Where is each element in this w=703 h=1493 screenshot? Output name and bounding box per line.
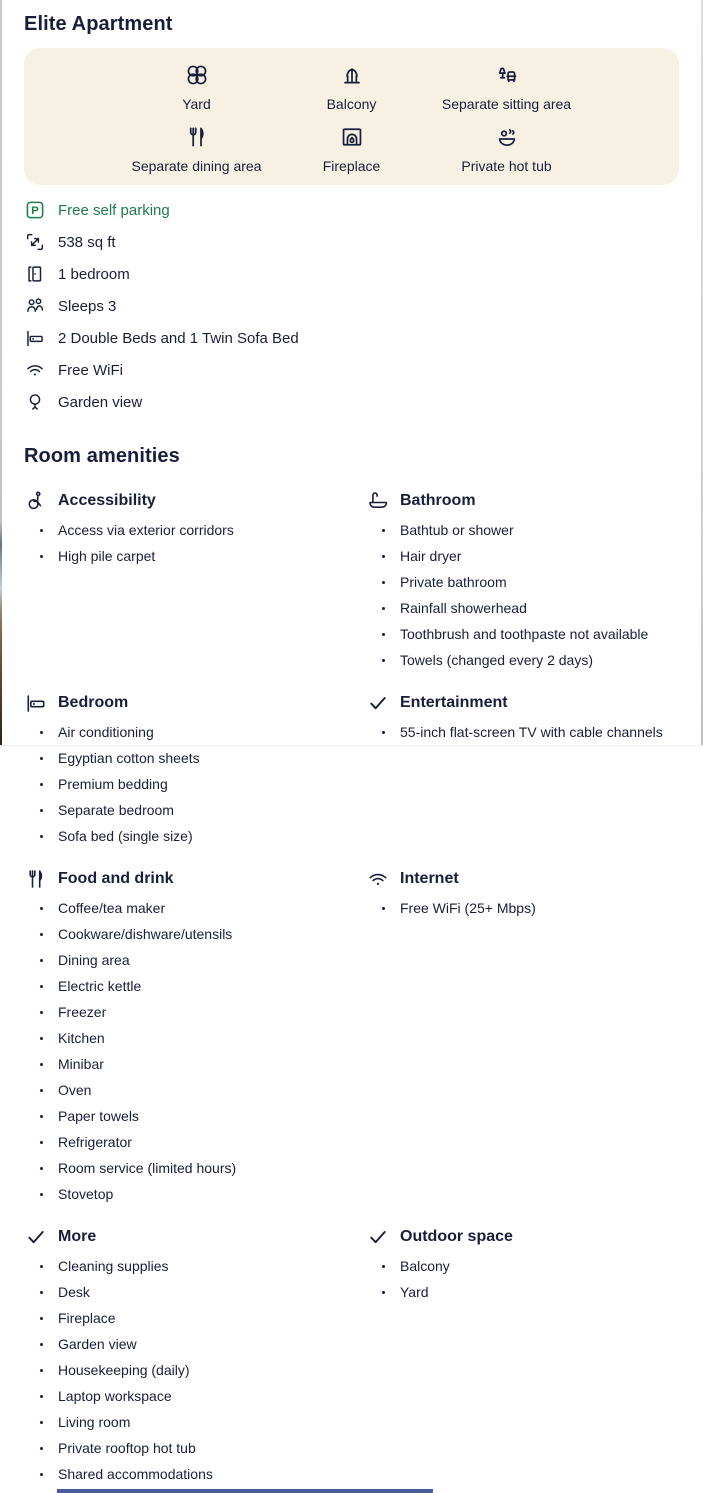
amenity-item (366, 647, 679, 673)
amenity-category (366, 691, 679, 745)
amenity-item (24, 1383, 366, 1409)
amenity-item (366, 517, 679, 543)
featured-amenity (429, 62, 584, 114)
amenity-item-label: Room service (limited hours) (58, 1160, 237, 1176)
amenity-item (24, 1129, 366, 1155)
bullet-dot (40, 933, 43, 936)
amenity-category (366, 867, 679, 921)
bullet-dot (382, 555, 385, 558)
amenity-item-label: Yard (400, 1284, 429, 1300)
bed-icon (24, 691, 48, 715)
featured-amenity (274, 124, 429, 176)
fact-label: Sleeps 3 (58, 297, 117, 315)
bullet-dot (40, 1193, 43, 1196)
featured-amenity-label: Private hot tub (461, 158, 552, 174)
amenity-item-label: Separate bedroom (58, 802, 174, 818)
amenity-item-label: Housekeeping (daily) (58, 1362, 190, 1378)
amenity-item (24, 1305, 366, 1331)
bullet-dot (40, 835, 43, 838)
amenity-category (24, 1225, 366, 1487)
amenity-item (24, 1409, 366, 1435)
bullet-dot (40, 757, 43, 760)
amenity-item (24, 947, 366, 973)
category-header (366, 691, 679, 715)
fact-row (24, 386, 679, 418)
amenity-item-label: Balcony (400, 1258, 450, 1274)
category-items (366, 517, 679, 673)
category-title: Accessibility (58, 492, 156, 509)
tree-icon (24, 391, 46, 413)
amenity-item-label: Egyptian cotton sheets (58, 750, 200, 766)
background-page-left-edge (0, 0, 2, 745)
amenity-item-label: Laptop workspace (58, 1388, 172, 1404)
category-title: Bathroom (400, 492, 476, 509)
bullet-dot (40, 1141, 43, 1144)
featured-amenity (274, 62, 429, 114)
amenity-item (366, 569, 679, 595)
bullet-dot (40, 1473, 43, 1476)
bullet-dot (40, 1167, 43, 1170)
bullet-dot (40, 1011, 43, 1014)
amenity-item-label: Sofa bed (single size) (58, 828, 193, 844)
fact-row (24, 226, 679, 258)
check-icon (366, 691, 390, 715)
balcony-icon (339, 62, 365, 88)
category-title: Outdoor space (400, 1228, 513, 1245)
fact-label: 538 sq ft (58, 233, 116, 251)
amenity-item (24, 1025, 366, 1051)
amenity-item-label: Refrigerator (58, 1134, 132, 1150)
amenity-item-label: Toothbrush and toothpaste not available (400, 626, 649, 642)
amenity-category (366, 1225, 679, 1305)
bed-icon (24, 327, 46, 349)
amenity-item-label: Private rooftop hot tub (58, 1440, 196, 1456)
amenity-item (366, 1279, 679, 1305)
dining-icon (24, 867, 48, 891)
amenity-item (24, 1435, 366, 1461)
featured-amenity-label: Fireplace (322, 158, 381, 174)
amenity-item (24, 1461, 366, 1487)
category-title: More (58, 1228, 97, 1245)
fact-row (24, 322, 679, 354)
amenity-item-label: Kitchen (58, 1030, 105, 1046)
amenity-item-label: Access via exterior corridors (58, 522, 234, 538)
amenity-item-label: Air conditioning (58, 724, 154, 740)
category-header (366, 489, 679, 513)
amenity-category (24, 489, 366, 569)
featured-amenity (429, 124, 584, 176)
floor-plan-icon (24, 231, 46, 253)
amenity-item-label: Hair dryer (400, 548, 462, 564)
category-header (366, 867, 679, 891)
featured-amenity (119, 62, 274, 114)
amenity-item-label: 55-inch flat-screen TV with cable channels (400, 724, 663, 740)
category-items (366, 1253, 679, 1305)
bullet-dot (40, 1369, 43, 1372)
bullet-dot (40, 731, 43, 734)
yard-icon (184, 62, 210, 88)
amenity-item-label: Towels (changed every 2 days) (400, 652, 593, 668)
amenity-item-label: Coffee/tea maker (58, 900, 166, 916)
amenity-item-label: Paper towels (58, 1108, 139, 1124)
amenity-item-label: Shared accommodations (58, 1466, 213, 1482)
amenity-item-label: High pile carpet (58, 548, 156, 564)
amenity-item (24, 823, 366, 849)
amenity-item-label: Minibar (58, 1056, 104, 1072)
amenity-item-label: Electric kettle (58, 978, 142, 994)
bullet-dot (382, 659, 385, 662)
featured-amenity-label: Separate dining area (131, 158, 262, 174)
amenity-item (24, 1181, 366, 1207)
featured-amenity-label: Separate sitting area (441, 96, 572, 112)
bullet-dot (40, 907, 43, 910)
category-items (366, 719, 679, 745)
amenity-item (24, 543, 366, 569)
bullet-dot (382, 1265, 385, 1268)
amenity-item-label: Living room (58, 1414, 131, 1430)
key-facts-list (24, 194, 679, 418)
amenity-item (24, 745, 366, 771)
fireplace-icon (339, 124, 365, 150)
fact-row (24, 354, 679, 386)
amenity-item-label: Oven (58, 1082, 92, 1098)
bullet-dot (40, 1395, 43, 1398)
bullet-dot (40, 1447, 43, 1450)
amenity-item (366, 543, 679, 569)
amenity-item (366, 595, 679, 621)
category-items (24, 719, 366, 849)
amenity-item (24, 973, 366, 999)
amenity-item (24, 895, 366, 921)
amenity-item (24, 1155, 366, 1181)
bullet-dot (40, 555, 43, 558)
people-icon (24, 295, 46, 317)
category-title: Internet (400, 870, 459, 887)
amenity-item (24, 1103, 366, 1129)
featured-amenity (119, 124, 274, 176)
category-title: Bedroom (58, 694, 129, 711)
bullet-dot (40, 985, 43, 988)
amenity-item-label: Dining area (58, 952, 130, 968)
amenity-item-label: Desk (58, 1284, 90, 1300)
amenity-item (24, 921, 366, 947)
amenity-item-label: Private bathroom (400, 574, 507, 590)
amenity-item-label: Freezer (58, 1004, 107, 1020)
bullet-dot (40, 959, 43, 962)
bullet-dot (40, 1037, 43, 1040)
amenity-item (24, 1279, 366, 1305)
svg-text:P: P (31, 204, 39, 217)
fact-label: Garden view (58, 393, 143, 411)
category-title: Entertainment (400, 694, 508, 711)
category-items (24, 517, 366, 569)
check-icon (366, 1225, 390, 1249)
featured-amenity-label: Balcony (326, 96, 377, 112)
amenity-item (24, 517, 366, 543)
amenity-item (24, 1077, 366, 1103)
amenity-item (24, 719, 366, 745)
category-header (24, 867, 366, 891)
bullet-dot (40, 809, 43, 812)
category-header (366, 1225, 679, 1249)
amenity-item (24, 1051, 366, 1077)
fact-label: 1 bedroom (58, 265, 130, 283)
door-icon (24, 263, 46, 285)
category-header (24, 1225, 366, 1249)
fact-label: Free self parking (58, 201, 170, 219)
room-amenities-title: Room amenities (24, 445, 180, 467)
bullet-dot (382, 1291, 385, 1294)
dining-icon (184, 124, 210, 150)
bullet-dot (40, 1291, 43, 1294)
bullet-dot (40, 1115, 43, 1118)
parking-icon (24, 199, 46, 221)
amenity-item-label: Cleaning supplies (58, 1258, 169, 1274)
amenity-item-label: Fireplace (58, 1310, 116, 1326)
amenity-item-label: Cookware/dishware/utensils (58, 926, 233, 942)
page-title: Elite Apartment (24, 13, 173, 35)
category-title: Food and drink (58, 870, 174, 887)
fact-label: 2 Double Beds and 1 Twin Sofa Bed (58, 329, 299, 347)
category-items (24, 1253, 366, 1487)
wifi-icon (24, 359, 46, 381)
category-items (366, 895, 679, 921)
amenity-category (24, 691, 366, 849)
bullet-dot (40, 1317, 43, 1320)
fact-label: Free WiFi (58, 361, 123, 379)
bullet-dot (382, 633, 385, 636)
amenity-item (24, 1357, 366, 1383)
category-items (24, 895, 366, 1207)
check-icon (24, 1225, 48, 1249)
bullet-dot (40, 1421, 43, 1424)
bullet-dot (382, 731, 385, 734)
category-header (24, 691, 366, 715)
amenity-item-label: Free WiFi (25+ Mbps) (400, 900, 536, 916)
bullet-dot (40, 783, 43, 786)
wifi-icon (366, 867, 390, 891)
amenity-item (366, 1253, 679, 1279)
amenity-category (24, 867, 366, 1207)
sitting-area-icon (494, 62, 520, 88)
category-header (24, 489, 366, 513)
amenity-item (24, 1253, 366, 1279)
hot-tub-icon (494, 124, 520, 150)
amenity-item-label: Rainfall showerhead (400, 600, 527, 616)
bullet-dot (40, 1265, 43, 1268)
fact-row (24, 194, 679, 226)
amenity-item (24, 797, 366, 823)
fact-row (24, 258, 679, 290)
amenity-item (24, 1331, 366, 1357)
amenity-item-label: Stovetop (58, 1186, 114, 1202)
bullet-dot (40, 1089, 43, 1092)
amenity-item (366, 895, 679, 921)
bullet-dot (382, 529, 385, 532)
amenity-item-label: Garden view (58, 1336, 137, 1352)
partially-visible-background-element (57, 1489, 433, 1493)
bullet-dot (382, 907, 385, 910)
accessibility-icon (24, 489, 48, 513)
amenities-grid (24, 489, 679, 1487)
bathtub-icon (366, 489, 390, 513)
amenity-item-label: Premium bedding (58, 776, 168, 792)
bullet-dot (382, 581, 385, 584)
amenity-category (366, 489, 679, 673)
featured-amenities-box (24, 48, 679, 185)
amenity-item-label: Bathtub or shower (400, 522, 514, 538)
bullet-dot (382, 607, 385, 610)
amenity-item (366, 719, 679, 745)
amenity-item (24, 771, 366, 797)
fact-row (24, 290, 679, 322)
bullet-dot (40, 529, 43, 532)
featured-amenity-label: Yard (182, 96, 211, 112)
bullet-dot (40, 1063, 43, 1066)
amenity-item (24, 999, 366, 1025)
bullet-dot (40, 1343, 43, 1346)
amenity-item (366, 621, 679, 647)
